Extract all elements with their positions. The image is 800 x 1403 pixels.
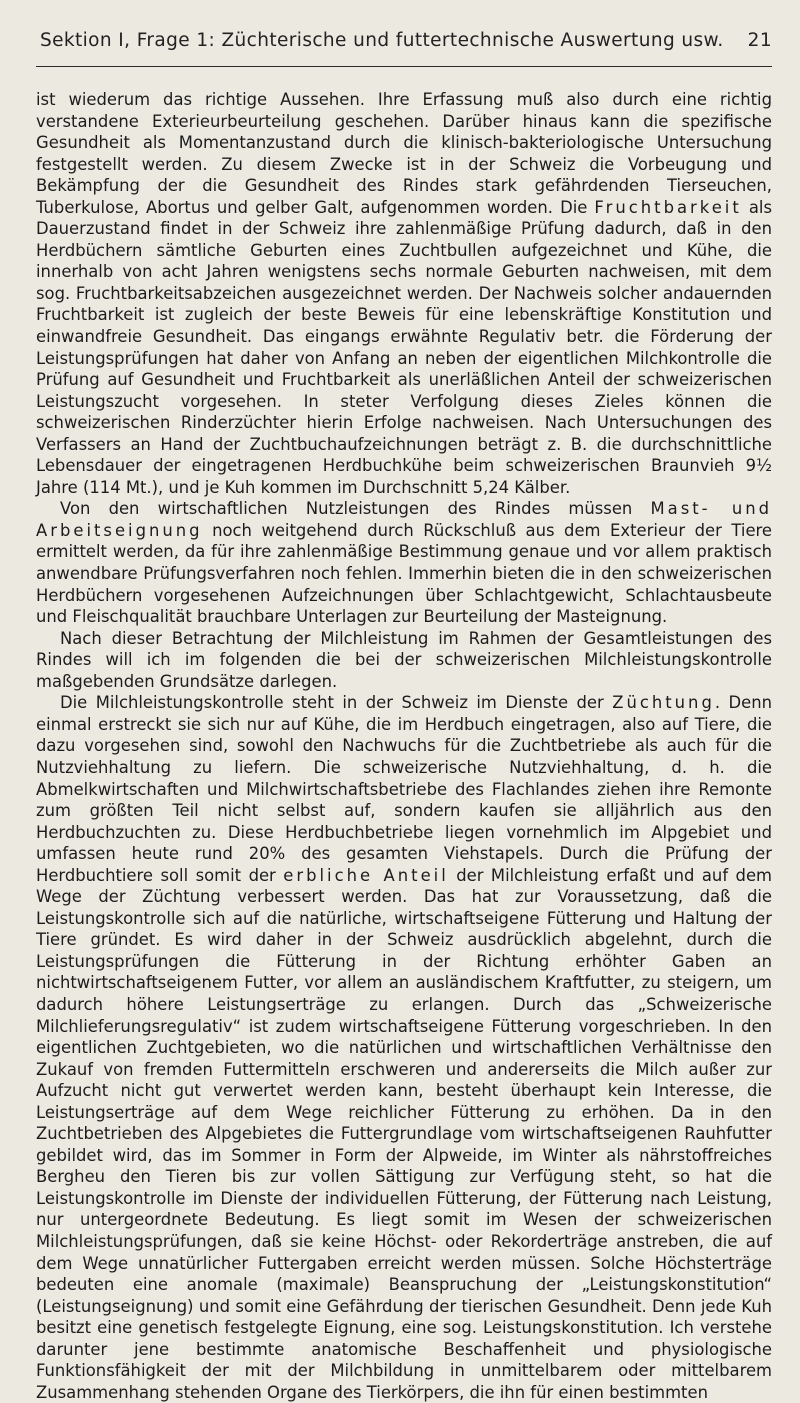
paragraph-2	[36, 498, 772, 627]
running-header	[36, 30, 772, 60]
text-segment: Nach dieser Betrachtung der Milchleistung im Rahmen der Gesamtleistungen des Rindes will ich im folgenden die bei der schweizerischen Milchleistungskontrolle maßgebenden Grundsätze darlegen.	[36, 628, 772, 691]
text-segment: als Dauerzustand findet in der Schweiz ihre zahlenmäßige Prüfung dadurch, daß in den Herdbüchern sämtliche Geburten eines Zuchtbullen aufgezeichnet und Kühe, die innerhalb von acht Jahren wenigstens sechs normale Geburten nachweisen, mit dem sog. Fruchtbarkeitsabzeichen ausgezeichnet werden. Der Nachweis solcher andauernden Fruchtbarkeit ist zugleich der beste Beweis für eine lebenskräftige Konstitution und einwandfreie Gesundheit. Das eingangs erwähnte Regulativ betr. die Förderung der Leistungsprüfungen hat daher von Anfang an neben der eigentlichen Milchkontrolle die Prüfung auf Gesundheit und Fruchtbarkeit als unerläßlichen Anteil der schweizerischen Leistungszucht vorgesehen. In steter Verfolgung dieses Zieles können die schweizerischen Rinderzüchter hierin Erfolge nachweisen. Nach Untersuchungen des Verfassers an Hand der Zuchtbuchaufzeichnungen beträgt z. B. die durchschnittliche Lebensdauer der eingetragenen Herdbuchkühe beim schweizerischen Braunvieh 9½ Jahre (114 Mt.), und je Kuh kommen im Durchschnitt 5,24 Kälber.	[36, 197, 772, 497]
header-rule	[36, 66, 772, 67]
paragraph-1	[36, 89, 772, 498]
emphasis-spaced: erbliche Anteil	[283, 865, 449, 885]
text-segment: Von den wirtschaftlichen Nutzleistungen des Rindes müssen	[60, 499, 651, 519]
header-title: Sektion I, Frage 1: Züchterische und futtertechnische Auswertung usw.	[39, 30, 724, 51]
paragraph-3	[36, 628, 772, 693]
page-number: 21	[747, 30, 772, 51]
emphasis-spaced: Fruchtbarkeit	[594, 197, 742, 217]
emphasis-spaced: Züchtung	[612, 693, 715, 713]
paragraph-4	[36, 692, 772, 1403]
emphasis-spaced: Mast- und Arbeitseignung	[36, 499, 772, 540]
text-segment: Die Milchleistungskontrolle steht in der Schweiz im Dienste der	[60, 693, 613, 713]
text-segment: . Denn einmal erstreckt sie sich nur auf Kühe, die im Herdbuch eingetragen, also auf Tiere, die dazu vorgesehen sind, sowohl den Nachwuchs für die Zuchtbetriebe als auch für die Nutzviehhaltung zu liefern. Die schweizerische Nutzviehhaltung, d. h. die Abmelkwirtschaften und Milchwirtschaftsbetriebe des Flachlandes ziehen ihre Remonte zum größten Teil nicht selbst auf, sondern kaufen sie alljährlich aus den Herdbuchzuchten zu. Diese Herdbuchbetriebe liegen vornehmlich im Alpgebiet und umfassen heute rund 20% des gesamten Viehstapels. Durch die Prüfung der Herdbuchtiere soll somit der	[36, 693, 772, 885]
text-segment: ist wiederum das richtige Aussehen. Ihre Erfassung muß also durch eine richtig verstandene Exterieurbeurteilung geschehen. Darüber hinaus kann die spezifische Gesundheit als Momentanzustand durch die klinisch-bakteriologische Untersuchung festgestellt werden. Zu diesem Zwecke ist in der Schweiz die Vorbeugung und Bekämpfung der die Gesundheit des Rindes stark gefährdenden Tierseuchen, Tuberkulose, Abortus und gelber Galt, aufgenommen worden. Die	[36, 90, 772, 217]
text-segment: der Milchleistung erfaßt und auf dem Wege der Züchtung verbessert werden. Das hat zur Voraussetzung, daß die Leistungskontrolle sich auf die natürliche, wirtschaftseigene Fütterung und Haltung der Tiere gründet. Es wird daher in der Schweiz ausdrücklich abgelehnt, durch die Leistungsprüfungen die Fütterung in der Richtung erhöhter Gaben an nichtwirtschaftseigenem Futter, vor allem an ausländischem Kraftfutter, zu steigern, um dadurch höhere Leistungserträge zu erlangen. Durch das „Schweizerische Milchlieferungsregulativ“ ist zudem wirtschaftseigene Fütterung vorgeschrieben. In den eigentlichen Zuchtgebieten, wo die natürlichen und wirtschaftlichen Verhältnisse den Zukauf von fremden Futtermitteln erschweren und andererseits die Milch außer zur Aufzucht nicht gut verwertet werden kann, besteht überhaupt kein Interesse, die Leistungserträge auf dem Wege reichlicher Fütterung zu erhöhen. Da in den Zuchtbetrieben des Alpgebietes die Futtergrundlage vom wirtschaftseigenen Rauhfutter gebildet wird, das im Sommer in Form der Alpweide, im Winter als nährstoffreiches Bergheu den Tieren bis zur vollen Sättigung zur Verfügung steht, so hat die Leistungskontrolle im Dienste der individuellen Fütterung, der Fütterung nach Leistung, nur untergeordnete Bedeutung. Es liegt somit im Wesen der schweizerischen Milchleistungsprüfungen, daß sie keine Höchst- oder Rekorderträge anstreben, die auf dem Wege unnatürlicher Futtergaben erreicht werden müssen. Solche Höchsterträge bedeuten eine anomale (maximale) Beanspruchung der „Leistungskonstitution“ (Leistungseignung) und somit eine Gefährdung der tierischen Gesundheit. Denn jede Kuh besitzt eine genetisch festgelegte Eignung, eine sog. Leistungskonstitution. Ich verstehe darunter jene bestimmte anatomische Beschaffenheit und physiologische Funktionsfähigkeit der mit der Milchbildung in unmittelbarem oder mittelbarem Zusammenhang stehenden Organe des Tierkörpers, die ihn für einen bestimmten	[36, 865, 773, 1402]
body-text	[36, 89, 772, 1403]
text-segment: noch weitgehend durch Rückschluß aus dem Exterieur der Tiere ermittelt werden, da für ihre zahlenmäßige Bestimmung genaue und vor allem praktisch anwendbare Prüfungsverfahren noch fehlen. Immerhin bieten die in den schweizerischen Herdbüchern vorgesehenen Aufzeichnungen über Schlachtgewicht, Schlachtausbeute und Fleischqualität brauchbare Unterlagen zur Beurteilung der Masteignung.	[36, 520, 772, 627]
